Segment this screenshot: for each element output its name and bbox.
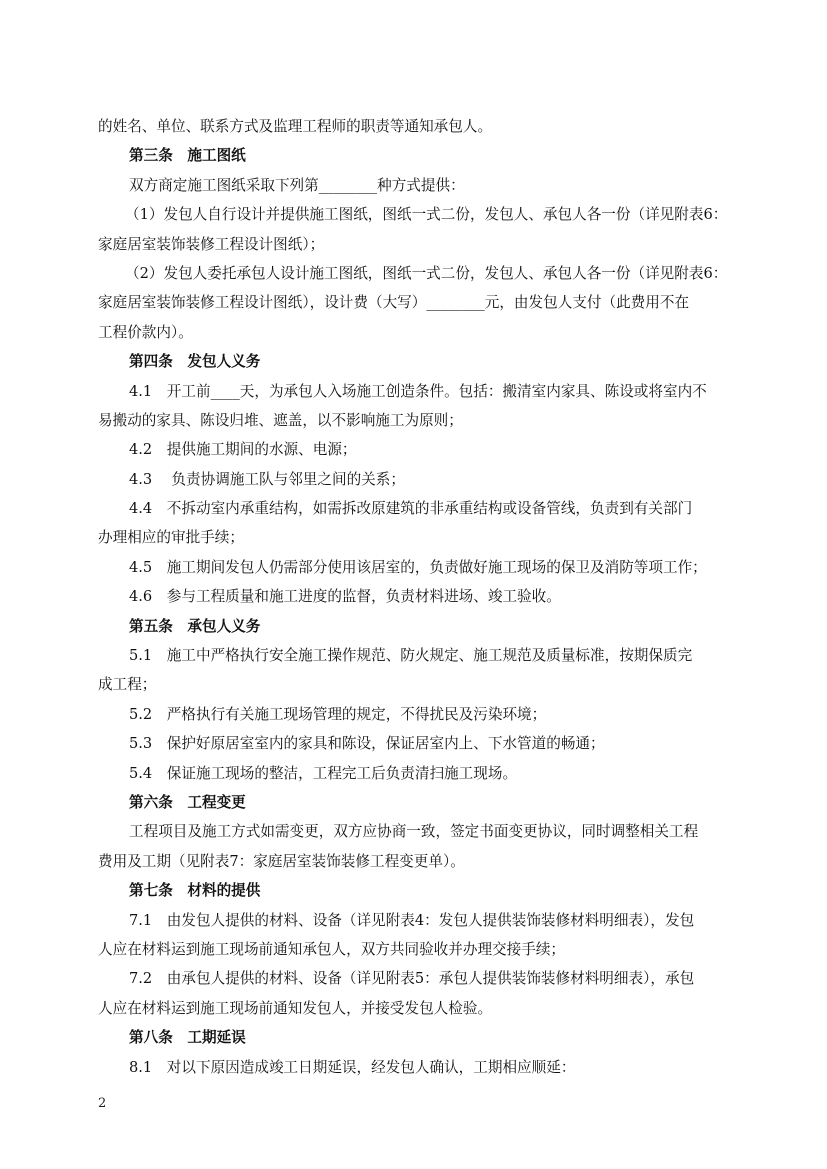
text-line: 家庭居室装饰装修工程设计图纸）； — [98, 235, 325, 253]
text-line: 易搬动的家具、陈设归堆、遮盖，以不影响施工为原则； — [98, 411, 463, 429]
article-heading: 第八条 工期延误 — [129, 1029, 246, 1047]
article-heading: 第四条 发包人义务 — [129, 353, 261, 371]
text-line: 成工程； — [98, 676, 157, 694]
text-line: 5.2 严格执行有关施工现场管理的规定，不得扰民及污染环境； — [129, 705, 547, 723]
text-line: 4.1 开工前____天，为承包人入场施工创造条件。包括：搬清室内家具、陈设或将室内不 — [129, 382, 707, 400]
page-number: 2 — [98, 1096, 107, 1111]
text-line: 工程价款内）。 — [98, 323, 193, 341]
text-line: 5.1 施工中严格执行安全施工操作规范、防火规定、施工规范及质量标准，按期保质完 — [129, 647, 693, 665]
text-line: 8.1 对以下原因造成竣工日期延误，经发包人确认，工期相应顺延： — [129, 1058, 576, 1076]
text-line: 人应在材料运到施工现场前通知发包人，并接受发包人检验。 — [98, 999, 493, 1017]
text-line: 7.1 由发包人提供的材料、设备（详见附表4：发包人提供装饰装修材料明细表），发包 — [129, 911, 695, 929]
text-line: 5.3 保护好原居室室内的家具和陈设，保证居室内上、下水管道的畅通； — [129, 735, 605, 753]
article-heading: 第五条 承包人义务 — [129, 617, 261, 635]
text-line: 7.2 由承包人提供的材料、设备（详见附表5：承包人提供装饰装修材料明细表），承包 — [129, 970, 695, 988]
text-line: 4.2 提供施工期间的水源、电源； — [129, 441, 357, 459]
document-body — [98, 112, 730, 1082]
text-line: （1）发包人自行设计并提供施工图纸，图纸一式二份，发包人、承包人各一份（详见附表6： — [125, 206, 728, 224]
text-line: 4.6 参与工程质量和施工进度的监督，负责材料进场、竣工验收。 — [129, 588, 561, 606]
text-line: 的姓名、单位、联系方式及监理工程师的职责等通知承包人。 — [98, 118, 493, 135]
text-line: 双方商定施工图纸采取下列第________种方式提供： — [129, 176, 465, 194]
text-line: 工程项目及施工方式如需变更，双方应协商一致，签定书面变更协议，同时调整相关工程 — [129, 823, 699, 841]
text-line: 费用及工期（见附表7：家庭居室装饰装修工程变更单）。 — [98, 852, 465, 870]
article-heading: 第六条 工程变更 — [129, 793, 246, 811]
text-line: 家庭居室装饰装修工程设计图纸），设计费（大写）________元，由发包人支付（此费用不在 — [98, 294, 690, 312]
article-heading: 第三条 施工图纸 — [129, 147, 246, 165]
text-line: 办理相应的审批手续； — [98, 529, 244, 547]
text-line: 4.3 负责协调施工队与邻里之间的关系； — [129, 470, 405, 488]
text-line: 5.4 保证施工现场的整洁，工程完工后负责清扫施工现场。 — [129, 764, 518, 782]
text-line: 4.4 不拆动室内承重结构，如需拆改原建筑的非承重结构或设备管线，负责到有关部门 — [129, 500, 693, 518]
article-heading: 第七条 材料的提供 — [129, 882, 261, 900]
text-line: （2）发包人委托承包人设计施工图纸，图纸一式二份，发包人、承包人各一份（详见附表6： — [125, 264, 728, 282]
text-line: 4.5 施工期间发包人仍需部分使用该居室的，负责做好施工现场的保卫及消防等项工作； — [129, 558, 707, 576]
text-line: 人应在材料运到施工现场前通知承包人，双方共同验收并办理交接手续； — [98, 940, 566, 958]
